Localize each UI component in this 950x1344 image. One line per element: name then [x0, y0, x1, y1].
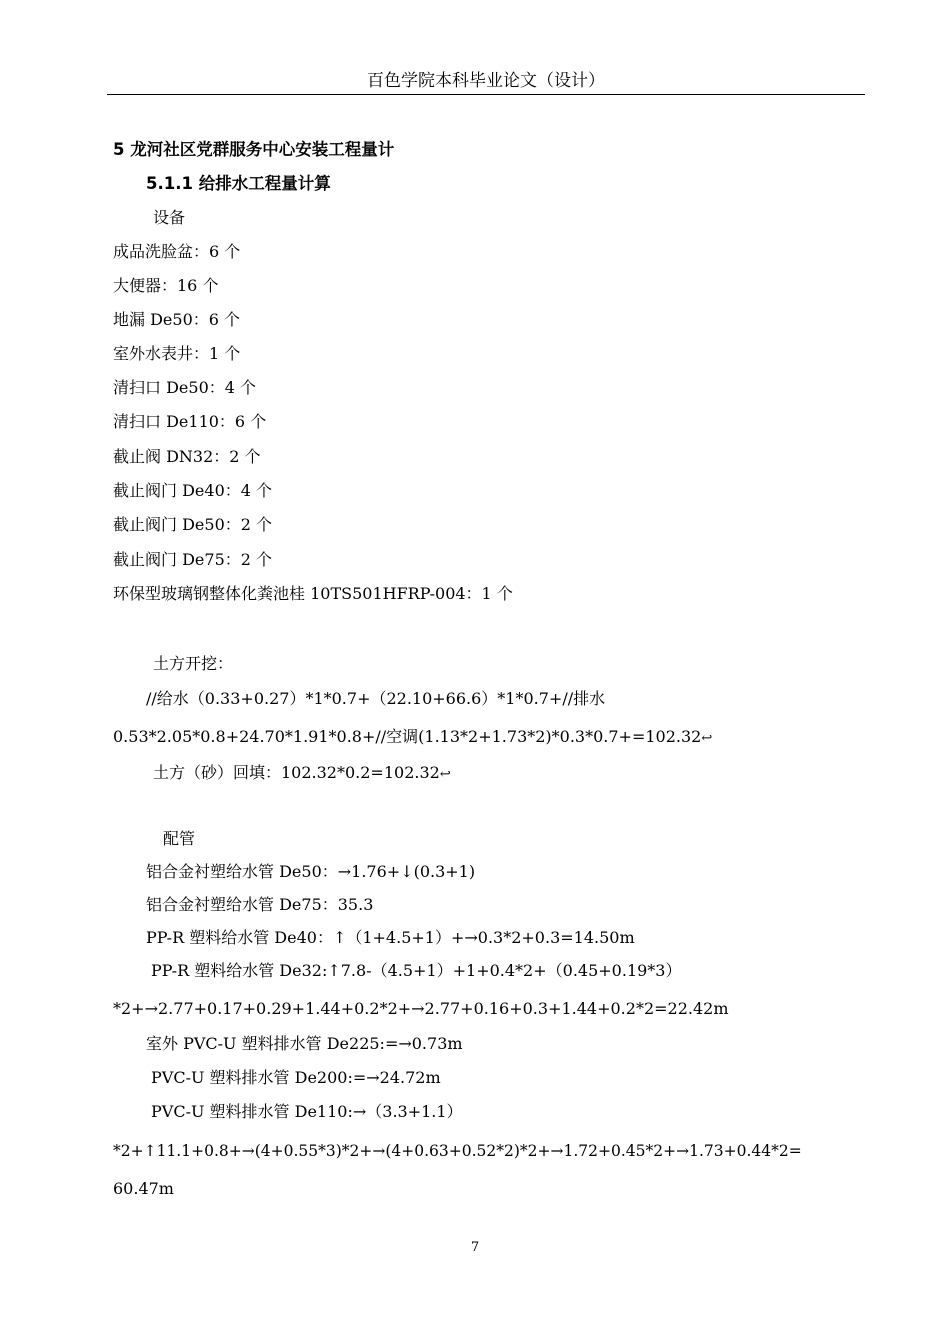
equipment-item: 成品洗脸盆：6 个	[113, 242, 241, 261]
piping-label: 配管	[163, 829, 196, 848]
piping-line: 铝合金衬塑给水管 De50：→1.76+↓(0.3+1)	[146, 862, 476, 881]
equipment-item: 室外水表井：1 个	[113, 344, 241, 363]
equipment-item: 大便器：16 个	[113, 276, 219, 295]
equipment-item: 地漏 De50：6 个	[113, 310, 241, 329]
equipment-item: 清扫口 De50：4 个	[113, 378, 257, 397]
equipment-item: 清扫口 De110：6 个	[113, 412, 267, 431]
section-heading: 5 龙河社区党群服务中心安装工程量计	[113, 140, 395, 159]
earthwork-formula-line: //给水（0.33+0.27）*1*0.7+（22.10+66.6）*1*0.7+//排水	[146, 689, 606, 708]
piping-line: 室外 PVC-U 塑料排水管 De225:=→0.73m	[146, 1034, 463, 1053]
equipment-item: 截止阀门 De50：2 个	[113, 515, 273, 534]
piping-line: 60.47m	[113, 1179, 174, 1198]
earthwork-label: 土方开挖：	[153, 654, 234, 673]
piping-line: PP-R 塑料给水管 De40：↑（1+4.5+1）+→0.3*2+0.3=14.50m	[146, 928, 635, 947]
piping-line: PVC-U 塑料排水管 De110:→（3.3+1.1）	[151, 1102, 463, 1121]
piping-line: PP-R 塑料给水管 De32:↑7.8-（4.5+1）+1+0.4*2+（0.45+0.19*3）	[151, 961, 682, 980]
paragraph-mark-icon: ↩	[439, 767, 451, 782]
subsection-heading: 5.1.1 给排水工程量计算	[146, 174, 331, 193]
paragraph-mark-icon: ↩	[701, 731, 713, 746]
equipment-item: 截止阀门 De75：2 个	[113, 550, 273, 569]
equipment-item: 截止阀门 De40：4 个	[113, 481, 273, 500]
equipment-label: 设备	[153, 208, 186, 227]
earthwork-formula-line: 0.53*2.05*0.8+24.70*1.91*0.8+//空调(1.13*2+1.73*2)*0.3*0.7+=102.32↩	[113, 727, 713, 746]
piping-line: PVC-U 塑料排水管 De200:=→24.72m	[151, 1068, 441, 1087]
piping-line: *2+↑11.1+0.8+→(4+0.55*3)*2+→(4+0.63+0.52*2)*2+→1.72+0.45*2+→1.73+0.44*2=	[113, 1142, 802, 1160]
page-header: 百色学院本科毕业论文（设计）	[107, 70, 865, 95]
piping-line: *2+→2.77+0.17+0.29+1.44+0.2*2+→2.77+0.16+0.3+1.44+0.2*2=22.42m	[113, 999, 729, 1018]
page-number: 7	[470, 1240, 480, 1255]
equipment-item: 截止阀 DN32：2 个	[113, 447, 261, 466]
piping-line: 铝合金衬塑给水管 De75：35.3	[146, 895, 374, 914]
backfill-formula: 土方（砂）回填：102.32*0.2=102.32↩	[153, 763, 451, 782]
equipment-item: 环保型玻璃钢整体化粪池桂 10TS501HFRP-004：1 个	[113, 584, 513, 603]
